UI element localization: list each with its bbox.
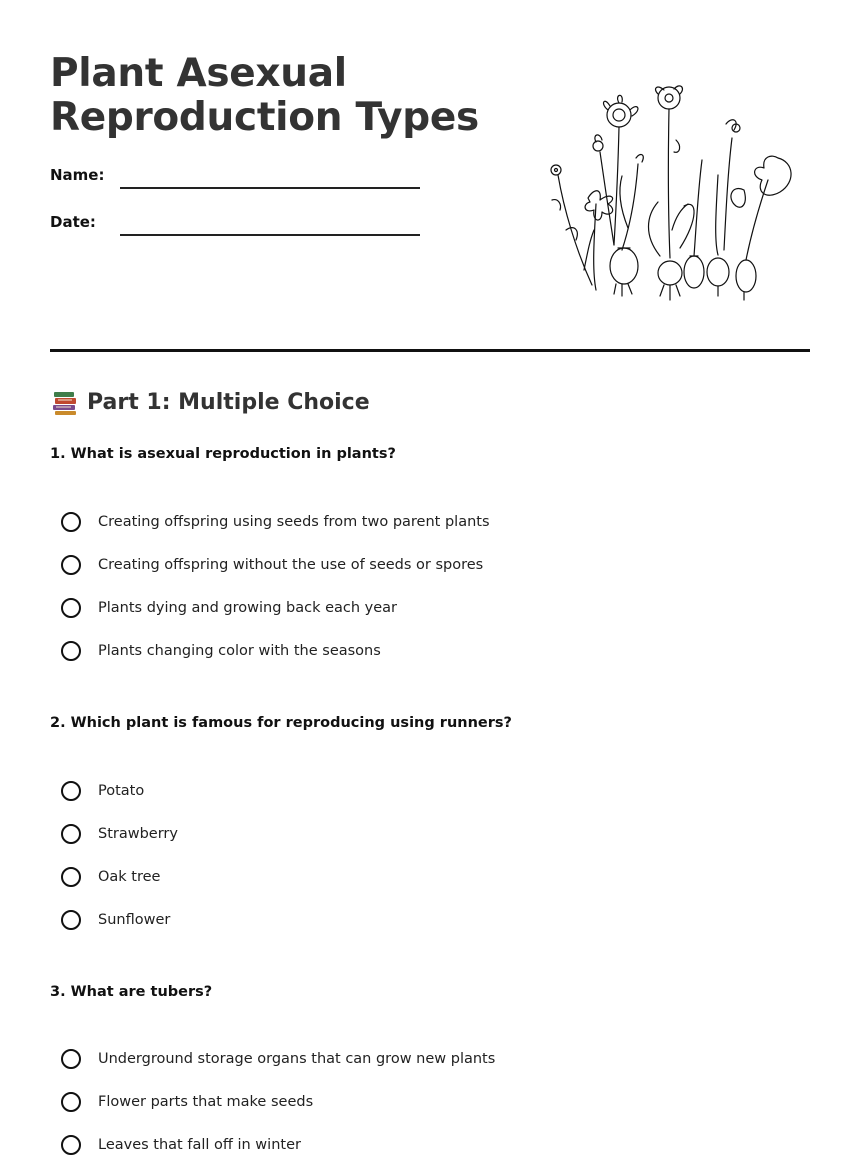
radio-button[interactable] (61, 512, 81, 532)
q2-option-c[interactable] (60, 866, 760, 892)
question-2: 2. Which plant is famous for reproducing using runners? (50, 715, 512, 731)
radio-button[interactable] (61, 910, 81, 930)
option-label: Strawberry (98, 826, 178, 842)
q1-option-b[interactable] (60, 554, 760, 580)
radio-button[interactable] (61, 1135, 81, 1155)
books-icon (52, 390, 79, 416)
plants-with-bulbs-illustration (548, 80, 798, 305)
radio-button[interactable] (61, 781, 81, 801)
radio-button[interactable] (61, 867, 81, 887)
radio-button[interactable] (61, 641, 81, 661)
option-label: Sunflower (98, 912, 171, 928)
option-label: Oak tree (98, 869, 161, 885)
title-line-2: Reproduction Types (50, 95, 479, 140)
part1-title: Part 1: Multiple Choice (87, 390, 370, 415)
date-field (50, 213, 420, 243)
q3-option-b[interactable] (60, 1091, 760, 1117)
option-label: Underground storage organs that can grow new plants (98, 1051, 496, 1067)
q3-option-a[interactable] (60, 1048, 760, 1074)
worksheet-page (50, 0, 810, 1161)
radio-button[interactable] (61, 555, 81, 575)
q2-option-b[interactable] (60, 823, 760, 849)
name-label: Name: (50, 166, 105, 184)
radio-button[interactable] (61, 598, 81, 618)
worksheet-title (50, 52, 479, 140)
option-label: Creating offspring without the use of seeds or spores (98, 557, 484, 573)
q3-option-c[interactable] (60, 1134, 760, 1160)
option-label: Potato (98, 783, 145, 799)
name-write-line[interactable] (120, 187, 420, 189)
option-label: Plants changing color with the seasons (98, 643, 381, 659)
q2-option-d[interactable] (60, 909, 760, 935)
q1-option-a[interactable] (60, 511, 760, 537)
name-field (50, 166, 420, 196)
q2-option-a[interactable] (60, 780, 760, 806)
option-label: Leaves that fall off in winter (98, 1137, 301, 1153)
option-label: Plants dying and growing back each year (98, 600, 398, 616)
radio-button[interactable] (61, 1049, 81, 1069)
q1-option-d[interactable] (60, 640, 760, 666)
question-3: 3. What are tubers? (50, 984, 213, 1000)
date-label: Date: (50, 213, 96, 231)
section-divider (50, 349, 810, 352)
q1-option-c[interactable] (60, 597, 760, 623)
title-line-1: Plant Asexual (50, 51, 347, 96)
question-1: 1. What is asexual reproduction in plants? (50, 446, 396, 462)
option-label: Flower parts that make seeds (98, 1094, 314, 1110)
radio-button[interactable] (61, 1092, 81, 1112)
date-write-line[interactable] (120, 234, 420, 236)
option-label: Creating offspring using seeds from two parent plants (98, 514, 490, 530)
radio-button[interactable] (61, 824, 81, 844)
